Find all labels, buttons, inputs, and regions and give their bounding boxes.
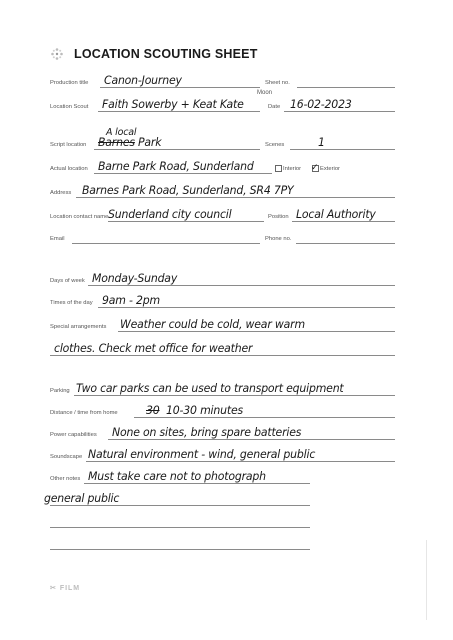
exterior-label: Exterior — [320, 166, 340, 172]
location-scout-value[interactable]: Faith Sowerby + Keat Kate — [102, 97, 244, 111]
scenes-rule — [290, 149, 395, 150]
actual-location-label: Actual location — [50, 166, 88, 172]
times-label: Times of the day — [50, 300, 93, 306]
parking-value[interactable]: Two car parks can be used to transport equipment — [76, 381, 344, 395]
date-rule — [284, 111, 395, 112]
date-label: Date — [268, 104, 281, 110]
date-value[interactable]: 16-02-2023 — [290, 97, 352, 111]
position-rule — [292, 221, 395, 222]
row-other-notes — [50, 468, 310, 484]
address-rule — [76, 197, 395, 198]
power-label: Power capabilities — [50, 432, 97, 438]
days-label: Days of week — [50, 278, 85, 284]
production-title-label: Production title — [50, 80, 89, 86]
script-location-label: Script location — [50, 142, 87, 148]
page-title: LOCATION SCOUTING SHEET — [74, 47, 258, 61]
row-distance — [50, 402, 395, 418]
production-title-value[interactable]: Canon-Journey — [104, 73, 182, 87]
sheet-no-label: Sheet no. — [265, 80, 290, 86]
address-value[interactable]: Barnes Park Road, Sunderland, SR4 7PY — [82, 183, 294, 197]
row-actual-location — [50, 158, 395, 174]
distance-label: Distance / time from home — [50, 410, 118, 416]
email-rule[interactable] — [72, 243, 260, 244]
sheet-no-rule[interactable] — [297, 87, 395, 88]
parking-label: Parking — [50, 388, 70, 394]
days-rule — [88, 285, 395, 286]
distance-value[interactable]: 10-30 minutes — [166, 403, 243, 417]
row-address — [50, 182, 395, 198]
soundscape-rule — [86, 461, 395, 462]
row-times — [50, 292, 395, 308]
row-parking — [50, 380, 395, 396]
actual-location-rule — [94, 173, 272, 174]
interior-label: Interior — [283, 166, 302, 172]
other-notes-rule-2 — [50, 505, 310, 506]
soundscape-label: Soundscape — [50, 454, 83, 460]
row-soundscape — [50, 446, 395, 462]
footer-brand: FILM — [59, 585, 81, 592]
row-special — [50, 316, 395, 332]
distance-rule — [134, 417, 395, 418]
exterior-checkmark-icon: ✓ — [311, 163, 319, 173]
soundscape-value[interactable]: Natural environment - wind, general public — [88, 447, 316, 461]
email-label: Email — [50, 236, 65, 242]
row-other-notes-4 — [50, 534, 310, 550]
days-value[interactable]: Monday-Sunday — [92, 271, 178, 285]
address-label: Address — [50, 190, 72, 196]
phone-rule[interactable] — [296, 243, 395, 244]
footer-film-icon: ✂ — [50, 585, 60, 592]
contact-label: Location contact name — [50, 214, 109, 220]
times-rule — [98, 307, 395, 308]
date-correction: Moon — [257, 90, 273, 96]
row-location-scout — [50, 90, 395, 112]
parking-rule — [74, 395, 395, 396]
script-location-value[interactable]: Park — [138, 135, 162, 149]
distance-struck: 30 — [146, 403, 160, 417]
phone-label: Phone no. — [265, 236, 292, 242]
position-label: Position — [268, 214, 289, 220]
other-notes-rule-4[interactable] — [50, 549, 310, 550]
special-value-line1[interactable]: Weather could be cold, wear warm — [120, 317, 305, 331]
scenes-label: Scenes — [265, 142, 285, 148]
other-notes-value-line1[interactable]: Must take care not to photograph — [88, 469, 266, 483]
location-scout-rule — [98, 111, 260, 112]
row-special-2 — [50, 340, 395, 356]
script-location-insert: A local — [106, 127, 137, 138]
power-value[interactable]: None on sites, bring spare batteries — [112, 425, 302, 439]
other-notes-value-line2[interactable]: general public — [44, 491, 120, 505]
other-notes-label: Other notes — [50, 476, 81, 482]
row-power — [50, 424, 395, 440]
power-rule — [108, 439, 395, 440]
row-contact — [50, 206, 395, 222]
row-production-title — [50, 72, 395, 88]
other-notes-rule-3[interactable] — [50, 527, 310, 528]
row-other-notes-3 — [50, 512, 310, 528]
script-location-struck: Barnes — [98, 135, 135, 149]
special-label: Special arrangements — [50, 324, 107, 330]
row-other-notes-2 — [44, 490, 310, 506]
sheet-header — [50, 47, 258, 61]
row-script-location — [50, 127, 395, 150]
row-days — [50, 270, 395, 286]
times-value[interactable]: 9am - 2pm — [102, 293, 160, 307]
interior-checkbox[interactable] — [275, 165, 282, 172]
row-email — [50, 228, 395, 244]
special-value-line2[interactable]: clothes. Check met office for weather — [54, 341, 253, 355]
location-scout-label: Location Scout — [50, 104, 89, 110]
position-value[interactable]: Local Authority — [296, 207, 376, 221]
contact-value[interactable]: Sunderland city council — [108, 207, 232, 221]
script-location-rule — [94, 149, 260, 150]
actual-location-value[interactable]: Barne Park Road, Sunderland — [98, 159, 254, 173]
scenes-value[interactable]: 1 — [318, 135, 325, 149]
production-title-rule — [100, 87, 260, 88]
footer-logo — [50, 584, 80, 592]
film-reel-icon — [50, 47, 64, 61]
other-notes-rule — [84, 483, 310, 484]
margin-divider — [426, 540, 427, 620]
special-rule — [118, 331, 395, 332]
contact-rule — [108, 221, 264, 222]
special-rule-2 — [50, 355, 395, 356]
